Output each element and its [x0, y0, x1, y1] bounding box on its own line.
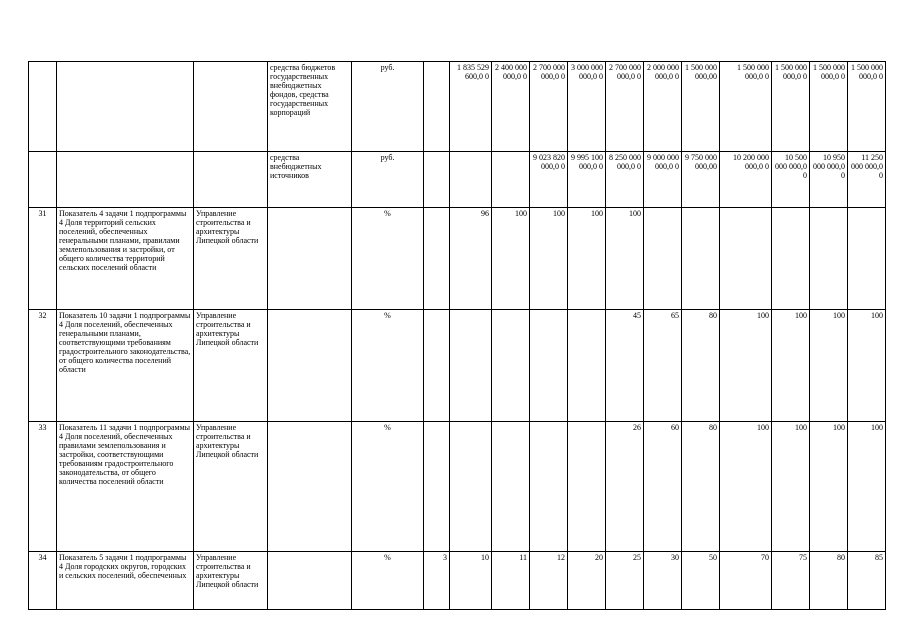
value-cell: 100	[530, 208, 568, 310]
value-cell: 26	[606, 422, 644, 552]
value-cell: 1 500 000 000,00	[682, 62, 720, 152]
unit-cell: руб.	[352, 62, 424, 152]
table-row	[29, 310, 905, 422]
value-cell: 100	[606, 208, 644, 310]
value-cell: 1 500 000 000,0 0	[720, 62, 772, 152]
unit-cell: руб.	[352, 152, 424, 208]
value-cell: 30	[644, 552, 682, 610]
table-row	[29, 552, 905, 610]
row-number-cell: 32	[29, 310, 57, 422]
executor-cell: Управление строительства и архитектуры Липецкой области	[194, 310, 268, 422]
indicator-name-cell	[57, 62, 194, 152]
value-cell: 100	[568, 208, 606, 310]
executor-cell: Управление строительства и архитектуры Липецкой области	[194, 208, 268, 310]
value-cell: 2 000 000 000,0 0	[644, 62, 682, 152]
value-cell	[424, 62, 450, 152]
funding-source-cell	[268, 208, 352, 310]
value-cell: 100	[810, 310, 848, 422]
value-cell: 85	[848, 552, 886, 610]
value-cell: 100	[772, 310, 810, 422]
value-cell: 9 000 000 000,0 0	[644, 152, 682, 208]
value-cell	[568, 422, 606, 552]
value-cell: 25	[606, 552, 644, 610]
row-number-cell: 31	[29, 208, 57, 310]
value-cell: 1 500 000 000,0 0	[810, 62, 848, 152]
indicator-name-cell: Показатель 5 задачи 1 подпрограммы 4 Доля городских округов, городских и сельских поселений, обеспеченных	[57, 552, 194, 610]
value-cell: 9 995 100 000,0 0	[568, 152, 606, 208]
value-cell: 1 835 529 600,0 0	[450, 62, 492, 152]
unit-cell: %	[352, 422, 424, 552]
value-cell	[450, 152, 492, 208]
indicator-name-cell	[57, 152, 194, 208]
indicator-name-cell: Показатель 11 задачи 1 подпрограммы 4 Доля поселений, обеспеченных правилами землепользования и застройки, соответствующими требованиям градостроительного законодательства, от общего количества поселений области	[57, 422, 194, 552]
value-cell: 3	[424, 552, 450, 610]
table-row	[29, 62, 905, 152]
value-cell: 1 500 000 000,0 0	[772, 62, 810, 152]
table-row	[29, 422, 905, 552]
executor-cell	[194, 152, 268, 208]
value-cell: 75	[772, 552, 810, 610]
value-cell: 80	[682, 422, 720, 552]
unit-cell: %	[352, 208, 424, 310]
value-cell: 10 200 000 000,0 0	[720, 152, 772, 208]
value-cell: 10 500 000 000,0 0	[772, 152, 810, 208]
funding-source-cell	[268, 422, 352, 552]
value-cell	[492, 152, 530, 208]
value-cell: 100	[492, 208, 530, 310]
unit-cell: %	[352, 552, 424, 610]
indicators-table	[28, 61, 905, 610]
value-cell	[492, 422, 530, 552]
value-cell	[568, 310, 606, 422]
value-cell: 3 000 000 000,0 0	[568, 62, 606, 152]
indicator-name-cell: Показатель 4 задачи 1 подпрограммы 4 Доля территорий сельских поселений, обеспеченных генеральными планами, правилами землепользования и застройки, от общего количества территорий сельских поселений области	[57, 208, 194, 310]
value-cell: 70	[720, 552, 772, 610]
value-cell	[424, 152, 450, 208]
value-cell	[810, 208, 848, 310]
value-cell: 80	[810, 552, 848, 610]
funding-source-cell	[268, 552, 352, 610]
unit-cell: %	[352, 310, 424, 422]
value-cell	[720, 208, 772, 310]
value-cell: 100	[810, 422, 848, 552]
row-number-cell	[29, 62, 57, 152]
value-cell: 100	[720, 310, 772, 422]
value-cell	[530, 422, 568, 552]
row-number-cell	[29, 152, 57, 208]
value-cell: 45	[606, 310, 644, 422]
value-cell: 1 500 000 000,0 0	[848, 62, 886, 152]
value-cell	[424, 310, 450, 422]
value-cell	[492, 310, 530, 422]
value-cell: 100	[848, 422, 886, 552]
value-cell	[848, 208, 886, 310]
executor-cell: Управление строительства и архитектуры Липецкой области	[194, 422, 268, 552]
value-cell	[424, 208, 450, 310]
funding-source-cell: средства бюджетов государственных внебюджетных фондов, средства государственных корпораций	[268, 62, 352, 152]
value-cell: 65	[644, 310, 682, 422]
value-cell	[682, 208, 720, 310]
table-row	[29, 208, 905, 310]
value-cell: 2 700 000 000,0 0	[606, 62, 644, 152]
executor-cell: Управление строительства и архитектуры Липецкой области	[194, 552, 268, 610]
value-cell: 11 250 000 000,0 0	[848, 152, 886, 208]
value-cell: 96	[450, 208, 492, 310]
value-cell	[450, 422, 492, 552]
value-cell: 11	[492, 552, 530, 610]
value-cell: 60	[644, 422, 682, 552]
indicator-name-cell: Показатель 10 задачи 1 подпрограммы 4 Доля поселений, обеспеченных генеральными планами, соответствующими требованиям градостроительного законодательства, от общего количества поселений области	[57, 310, 194, 422]
table-row	[29, 152, 905, 208]
value-cell: 9 023 820 000,0 0	[530, 152, 568, 208]
value-cell	[424, 422, 450, 552]
row-number-cell: 33	[29, 422, 57, 552]
executor-cell	[194, 62, 268, 152]
value-cell: 20	[568, 552, 606, 610]
value-cell	[450, 310, 492, 422]
value-cell: 12	[530, 552, 568, 610]
value-cell: 100	[720, 422, 772, 552]
value-cell: 2 400 000 000,0 0	[492, 62, 530, 152]
value-cell: 50	[682, 552, 720, 610]
value-cell	[644, 208, 682, 310]
funding-source-cell	[268, 310, 352, 422]
value-cell: 100	[848, 310, 886, 422]
funding-source-cell: средства внебюджетных источников	[268, 152, 352, 208]
table-body	[29, 62, 905, 610]
value-cell: 10	[450, 552, 492, 610]
value-cell: 100	[772, 422, 810, 552]
value-cell: 8 250 000 000,0 0	[606, 152, 644, 208]
value-cell	[530, 310, 568, 422]
value-cell: 10 950 000 000,0 0	[810, 152, 848, 208]
value-cell: 80	[682, 310, 720, 422]
value-cell: 9 750 000 000,00	[682, 152, 720, 208]
value-cell	[772, 208, 810, 310]
row-number-cell: 34	[29, 552, 57, 610]
value-cell: 2 700 000 000,0 0	[530, 62, 568, 152]
